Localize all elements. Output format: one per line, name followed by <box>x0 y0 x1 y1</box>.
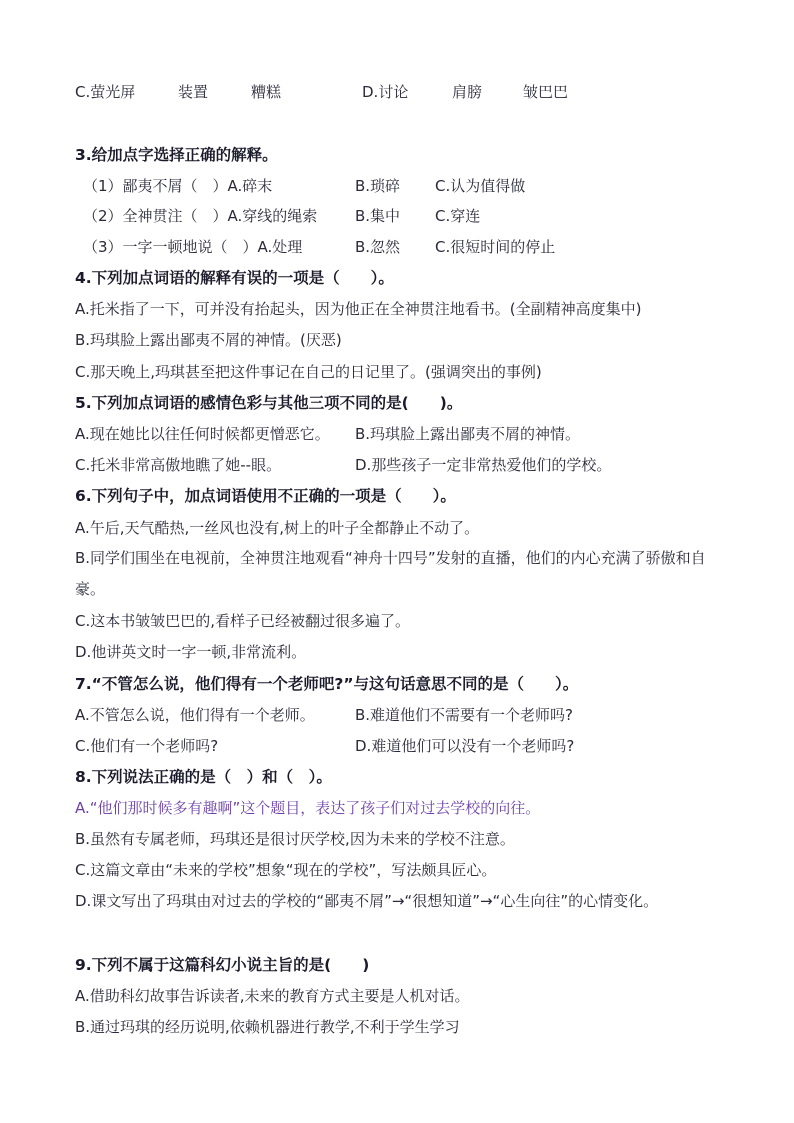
question-7-option-b: B.难道他们不需要有一个老师吗? <box>355 706 574 724</box>
option-c-word-3: 糟糕 <box>251 83 282 101</box>
question-8-option-a: A.“他们那时候多有趣啊”这个题目，表达了孩子们对过去学校的向往。 <box>75 799 541 817</box>
question-9-option-a: A.借助科幻故事告诉读者,未来的教育方式主要是人机对话。 <box>75 987 470 1005</box>
question-6-option-d: D.他讲英文时一字一顿,非常流利。 <box>75 643 307 661</box>
question-5-option-b: B.玛琪脸上露出鄙夷不屑的神情。 <box>355 425 581 443</box>
question-5-option-a: A.现在她比以往任何时候都更憎恶它。 <box>75 425 330 443</box>
question-4-option-b: B.玛琪脸上露出鄙夷不屑的神情。(厌恶) <box>75 331 342 349</box>
option-d-word-2: 肩膀 <box>452 83 483 101</box>
question-6-option-c: C.这本书皱皱巴巴的,看样子已经被翻过很多遍了。 <box>75 612 411 630</box>
question-6-title: 6.下列句子中，加点词语使用不正确的一项是（ ）。 <box>75 487 456 505</box>
question-3-item-3-option-b: B.忽然 <box>355 238 401 256</box>
question-3-item-1: （1）鄙夷不屑（ ）A.碎末 <box>83 177 273 195</box>
question-9-option-b: B.通过玛琪的经历说明,依赖机器进行教学,不利于学生学习 <box>75 1018 460 1036</box>
question-7-option-a: A.不管怎么说，他们得有一个老师。 <box>75 706 315 724</box>
question-8-title: 8.下列说法正确的是（ ）和（ ）。 <box>75 768 332 786</box>
question-9-title: 9.下列不属于这篇科幻小说主旨的是( ) <box>75 956 370 974</box>
question-6-option-a: A.午后,天气酷热,一丝风也没有,树上的叶子全都静止不动了。 <box>75 519 480 537</box>
option-c-word-2: 装置 <box>178 83 209 101</box>
question-3-item-3-option-c: C.很短时间的停止 <box>435 238 556 256</box>
question-3-item-2-option-c: C.穿连 <box>435 207 481 225</box>
question-4-option-a: A.托米指了一下，可并没有抬起头，因为他正在全神贯注地看书。(全副精神高度集中) <box>75 300 642 318</box>
option-d-word-3: 皱巴巴 <box>523 83 569 101</box>
question-3-item-1-option-c: C.认为值得做 <box>435 177 526 195</box>
question-8-option-b: B.虽然有专属老师，玛琪还是很讨厌学校,因为未来的学校不注意。 <box>75 830 515 848</box>
question-5-option-d: D.那些孩子一定非常热爱他们的学校。 <box>355 456 612 474</box>
question-3-title: 3.给加点字选择正确的解释。 <box>75 146 278 164</box>
option-d-word-1: D.讨论 <box>362 83 409 101</box>
question-3-item-2: （2）全神贯注（ ）A.穿线的绳索 <box>83 207 318 225</box>
option-c-word-1: C.萤光屏 <box>75 83 136 101</box>
question-8-option-d: D.课文写出了玛琪由对过去的学校的“鄙夷不屑”→“很想知道”→“心生向往”的心情变化。 <box>75 892 659 910</box>
question-8-option-c: C.这篇文章由“未来的学校”想象“现在的学校”，写法颇具匠心。 <box>75 861 497 879</box>
question-7-option-c: C.他们有一个老师吗? <box>75 737 219 755</box>
question-5-option-c: C.托米非常高傲地瞧了她--眼。 <box>75 456 282 474</box>
question-3-item-2-option-b: B.集中 <box>355 207 401 225</box>
question-4-title: 4.下列加点词语的解释有误的一项是（ ）。 <box>75 269 394 287</box>
question-6-option-b: B.同学们围坐在电视前，全神贯注地观看“神舟十四号”发射的直播，他们的内心充满了骄傲和自豪。 <box>75 549 706 598</box>
question-5-title: 5.下列加点词语的感情色彩与其他三项不同的是( )。 <box>75 394 463 412</box>
question-4-option-c: C.那天晚上,玛琪甚至把这件事记在自己的日记里了。(强调突出的事例) <box>75 363 542 381</box>
question-3-item-1-option-b: B.琐碎 <box>355 177 401 195</box>
question-3-item-3: （3）一字一顿地说（ ）A.处理 <box>83 238 303 256</box>
question-7-option-d: D.难道他们可以没有一个老师吗? <box>355 737 575 755</box>
question-7-title: 7.“不管怎么说，他们得有一个老师吧?”与这句话意思不同的是（ ）。 <box>75 675 579 693</box>
